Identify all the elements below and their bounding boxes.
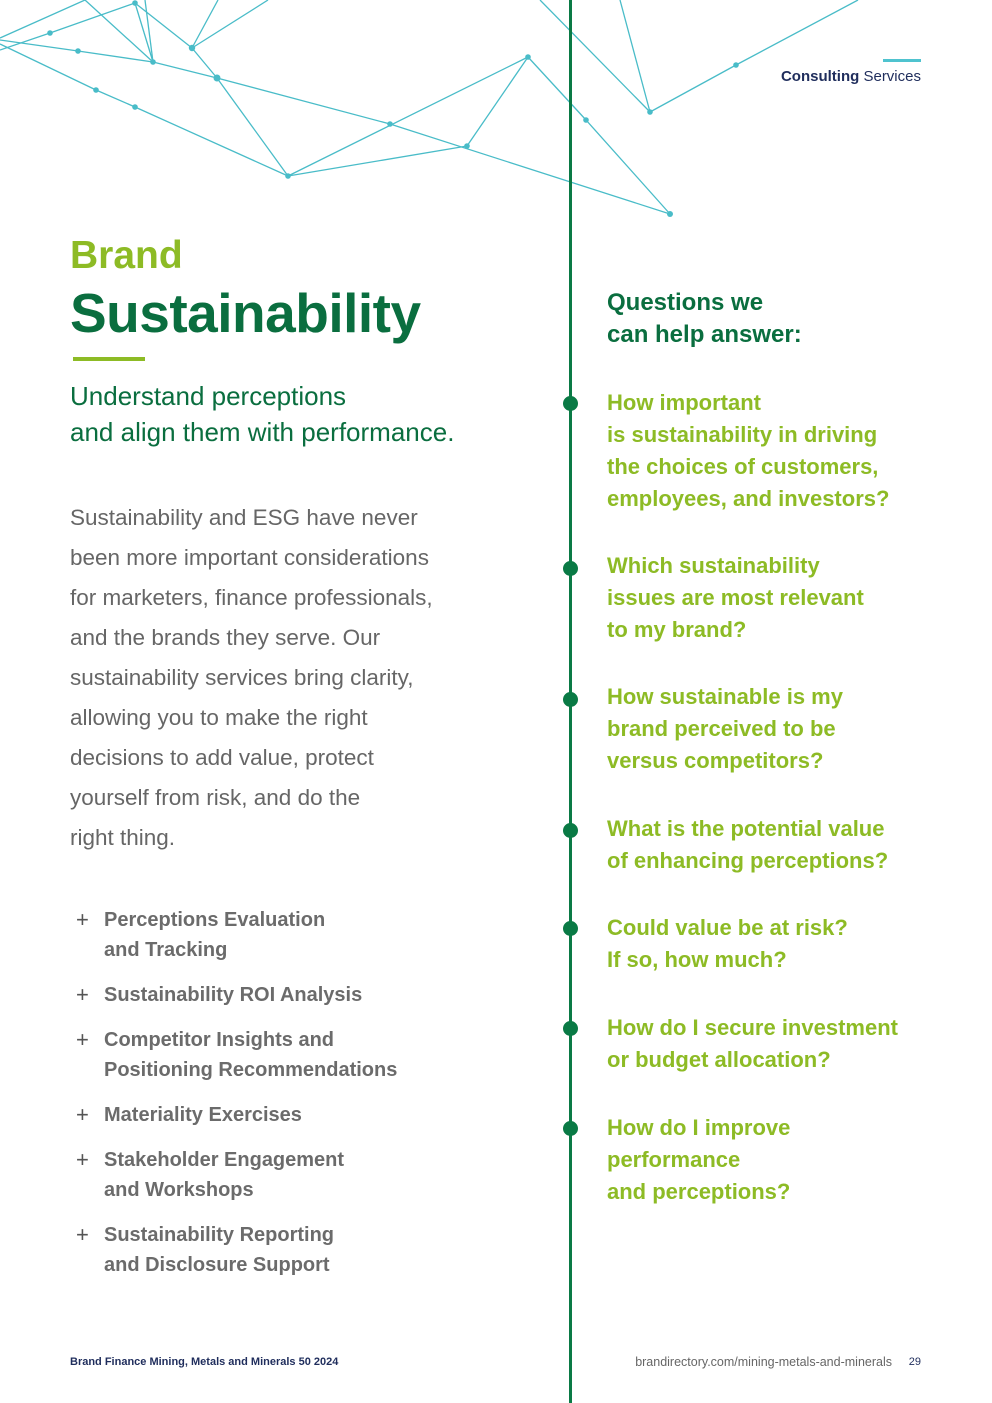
question-item bbox=[607, 912, 937, 976]
list-item-line: Positioning Recommendations bbox=[104, 1059, 398, 1081]
footer-url-link[interactable]: brandirectory.com/mining-metals-and-minerals bbox=[635, 1355, 892, 1369]
list-item bbox=[76, 1100, 536, 1130]
list-item-line: Sustainability Reporting bbox=[104, 1224, 335, 1246]
timeline-dot-icon bbox=[563, 396, 578, 411]
plus-icon: + bbox=[76, 1027, 89, 1052]
body-line: Sustainability and ESG have never bbox=[70, 505, 418, 530]
question-line: How important bbox=[607, 390, 761, 415]
list-item bbox=[76, 905, 536, 965]
footer-publication: Brand Finance Mining, Metals and Minerals 50 2024 bbox=[70, 1356, 339, 1368]
body-line: decisions to add value, protect bbox=[70, 745, 374, 770]
page-title: Sustainability bbox=[70, 282, 421, 344]
list-item-line: and Tracking bbox=[104, 939, 228, 961]
body-line: for marketers, finance professionals, bbox=[70, 585, 433, 610]
list-item-line: Competitor Insights and bbox=[104, 1029, 334, 1051]
body-line: yourself from risk, and do the bbox=[70, 785, 361, 810]
title-underline bbox=[73, 357, 145, 361]
timeline-dot-icon bbox=[563, 561, 578, 576]
question-line: employees, and investors? bbox=[607, 486, 890, 511]
services-list bbox=[76, 905, 536, 1295]
question-item bbox=[607, 1112, 937, 1208]
question-item bbox=[607, 813, 937, 877]
question-line: How do I secure investment bbox=[607, 1015, 898, 1040]
question-line: Which sustainability bbox=[607, 553, 820, 578]
question-item bbox=[607, 387, 937, 515]
question-line: performance bbox=[607, 1147, 741, 1172]
questions-heading bbox=[607, 287, 802, 351]
question-line: Could value be at risk? bbox=[607, 915, 848, 940]
list-item bbox=[76, 1220, 536, 1280]
list-item-line: Stakeholder Engagement bbox=[104, 1149, 345, 1171]
body-line: right thing. bbox=[70, 825, 176, 850]
question-line: What is the potential value bbox=[607, 816, 885, 841]
question-line: versus competitors? bbox=[607, 748, 824, 773]
subtitle-line: Understand perceptions bbox=[70, 381, 347, 411]
body-line: and the brands they serve. Our bbox=[70, 625, 381, 650]
list-item bbox=[76, 1025, 536, 1085]
question-item bbox=[607, 550, 937, 646]
timeline-dot-icon bbox=[563, 921, 578, 936]
question-item bbox=[607, 681, 937, 777]
question-line: If so, how much? bbox=[607, 947, 787, 972]
body-line: sustainability services bring clarity, bbox=[70, 665, 414, 690]
question-line: How sustainable is my bbox=[607, 684, 843, 709]
timeline-dot-icon bbox=[563, 1121, 578, 1136]
plus-icon: + bbox=[76, 907, 89, 932]
list-item-line: Sustainability ROI Analysis bbox=[104, 984, 363, 1006]
body-paragraph bbox=[70, 498, 510, 858]
body-line: allowing you to make the right bbox=[70, 705, 368, 730]
questions-heading-line: Questions we bbox=[607, 289, 764, 316]
question-line: the choices of customers, bbox=[607, 454, 879, 479]
question-line: How do I improve bbox=[607, 1115, 791, 1140]
question-line: or budget allocation? bbox=[607, 1047, 831, 1072]
page-number: 29 bbox=[908, 1356, 921, 1368]
plus-icon: + bbox=[76, 982, 89, 1007]
subtitle-line: and align them with performance. bbox=[70, 417, 455, 447]
list-item-line: and Disclosure Support bbox=[104, 1254, 330, 1276]
network-graphic bbox=[0, 0, 992, 240]
question-line: of enhancing perceptions? bbox=[607, 848, 889, 873]
question-line: brand perceived to be bbox=[607, 716, 836, 741]
section-label: Consulting Services bbox=[780, 68, 921, 85]
subtitle bbox=[70, 378, 510, 450]
question-line: to my brand? bbox=[607, 617, 747, 642]
timeline-dot-icon bbox=[563, 823, 578, 838]
question-line: and perceptions? bbox=[607, 1179, 791, 1204]
plus-icon: + bbox=[76, 1147, 89, 1172]
question-line: is sustainability in driving bbox=[607, 422, 878, 447]
timeline-dot-icon bbox=[563, 1021, 578, 1036]
header-accent-bar bbox=[883, 59, 921, 62]
list-item bbox=[76, 1145, 536, 1205]
questions-heading-line: can help answer: bbox=[607, 321, 802, 348]
list-item-line: Materiality Exercises bbox=[104, 1104, 302, 1126]
plus-icon: + bbox=[76, 1102, 89, 1127]
plus-icon: + bbox=[76, 1222, 89, 1247]
timeline-dot-icon bbox=[563, 692, 578, 707]
body-line: been more important considerations bbox=[70, 545, 429, 570]
list-item-line: and Workshops bbox=[104, 1179, 254, 1201]
list-item bbox=[76, 980, 536, 1010]
question-item bbox=[607, 1012, 937, 1076]
title-kicker: Brand bbox=[70, 234, 183, 277]
question-line: issues are most relevant bbox=[607, 585, 864, 610]
list-item-line: Perceptions Evaluation bbox=[104, 909, 326, 931]
